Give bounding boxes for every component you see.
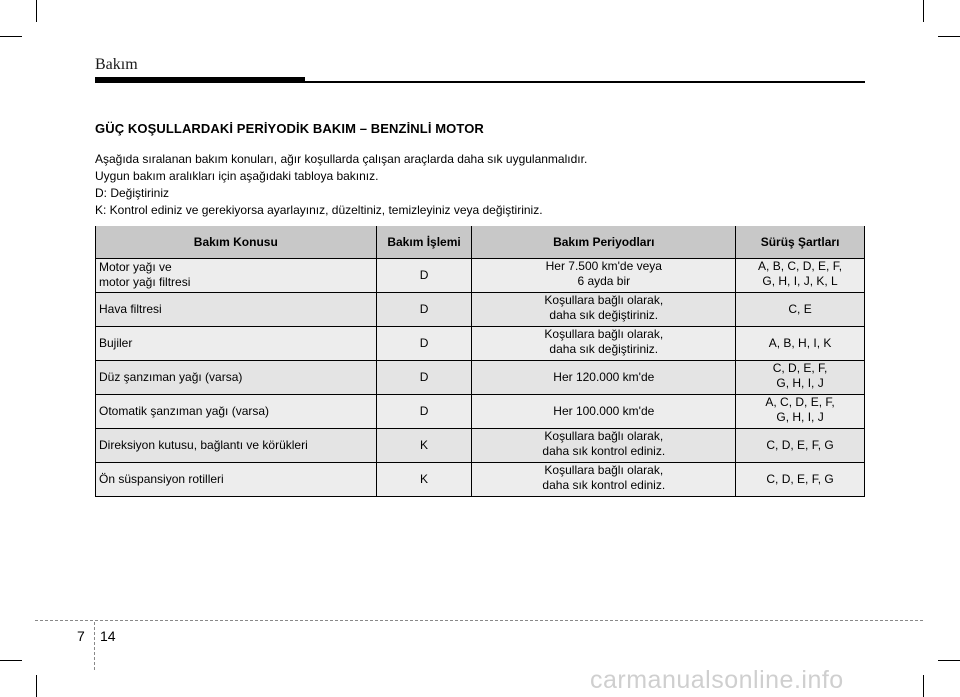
intro-line: Aşağıda sıralanan bakım konuları, ağır koşullarda çalışan araçlarda daha sık uygulanmalıdır. [95, 152, 588, 166]
cell-conditions: A, B, C, D, E, F, G, H, I, J, K, L [736, 258, 865, 292]
table-row [96, 326, 865, 360]
cell-item: Motor yağı ve motor yağı filtresi [96, 258, 377, 292]
table-header-row [96, 226, 865, 258]
cell-period: Her 100.000 km'de [472, 394, 736, 428]
cell-operation: D [376, 360, 472, 394]
maintenance-table [95, 226, 865, 497]
cell-item: Direksiyon kutusu, bağlantı ve körükleri [96, 428, 377, 462]
cell-period: Koşullara bağlı olarak, daha sık değiştiriniz. [472, 326, 736, 360]
cell-period: Koşullara bağlı olarak, daha sık değiştiriniz. [472, 292, 736, 326]
cell-item: Bujiler [96, 326, 377, 360]
cell-operation: D [376, 326, 472, 360]
crop-mark [0, 660, 22, 661]
cell-item: Otomatik şanzıman yağı (varsa) [96, 394, 377, 428]
crop-mark [938, 36, 960, 37]
cell-item: Düz şanzıman yağı (varsa) [96, 360, 377, 394]
table-row [96, 292, 865, 326]
crop-mark [923, 675, 924, 697]
cell-period: Her 7.500 km'de veya 6 ayda bir [472, 258, 736, 292]
crop-mark [36, 0, 37, 22]
page-heading: GÜÇ KOŞULLARDAKİ PERİYODİK BAKIM – BENZİNLİ MOTOR [95, 121, 484, 136]
cell-conditions: C, D, E, F, G [736, 428, 865, 462]
crop-mark [938, 660, 960, 661]
table-row [96, 258, 865, 292]
chapter-number: 7 [77, 628, 85, 644]
crop-mark [36, 675, 37, 697]
cell-operation: K [376, 462, 472, 496]
cell-operation: K [376, 428, 472, 462]
intro-text [95, 151, 875, 219]
table-row [96, 360, 865, 394]
cell-conditions: C, D, E, F, G, H, I, J [736, 360, 865, 394]
cell-operation: D [376, 394, 472, 428]
footer-rule [35, 620, 923, 621]
cell-conditions: A, C, D, E, F, G, H, I, J [736, 394, 865, 428]
cell-item: Hava filtresi [96, 292, 377, 326]
intro-line: Uygun bakım aralıkları için aşağıdaki tabloya bakınız. [95, 169, 379, 183]
col-header-item: Bakım Konusu [96, 226, 377, 258]
footer-divider [94, 622, 95, 670]
crop-mark [0, 36, 22, 37]
header-rule-thick [95, 77, 305, 83]
page-number: 14 [100, 628, 116, 644]
header-rule-thin [305, 81, 865, 83]
cell-conditions: A, B, H, I, K [736, 326, 865, 360]
cell-conditions: C, D, E, F, G [736, 462, 865, 496]
crop-mark [923, 0, 924, 22]
col-header-operation: Bakım İşlemi [376, 226, 472, 258]
intro-line: D: Değiştiriniz [95, 186, 170, 200]
section-title: Bakım [95, 56, 138, 73]
cell-period: Her 120.000 km'de [472, 360, 736, 394]
cell-period: Koşullara bağlı olarak, daha sık kontrol ediniz. [472, 428, 736, 462]
table-row [96, 394, 865, 428]
table-row [96, 428, 865, 462]
watermark: carmanualsonline.info [590, 666, 844, 694]
cell-item: Ön süspansiyon rotilleri [96, 462, 377, 496]
cell-conditions: C, E [736, 292, 865, 326]
cell-period: Koşullara bağlı olarak, daha sık kontrol ediniz. [472, 462, 736, 496]
col-header-period: Bakım Periyodları [472, 226, 736, 258]
cell-operation: D [376, 292, 472, 326]
cell-operation: D [376, 258, 472, 292]
table-row [96, 462, 865, 496]
col-header-conditions: Sürüş Şartları [736, 226, 865, 258]
intro-line: K: Kontrol ediniz ve gerekiyorsa ayarlayınız, düzeltiniz, temizleyiniz veya değiştiriniz. [95, 203, 543, 217]
